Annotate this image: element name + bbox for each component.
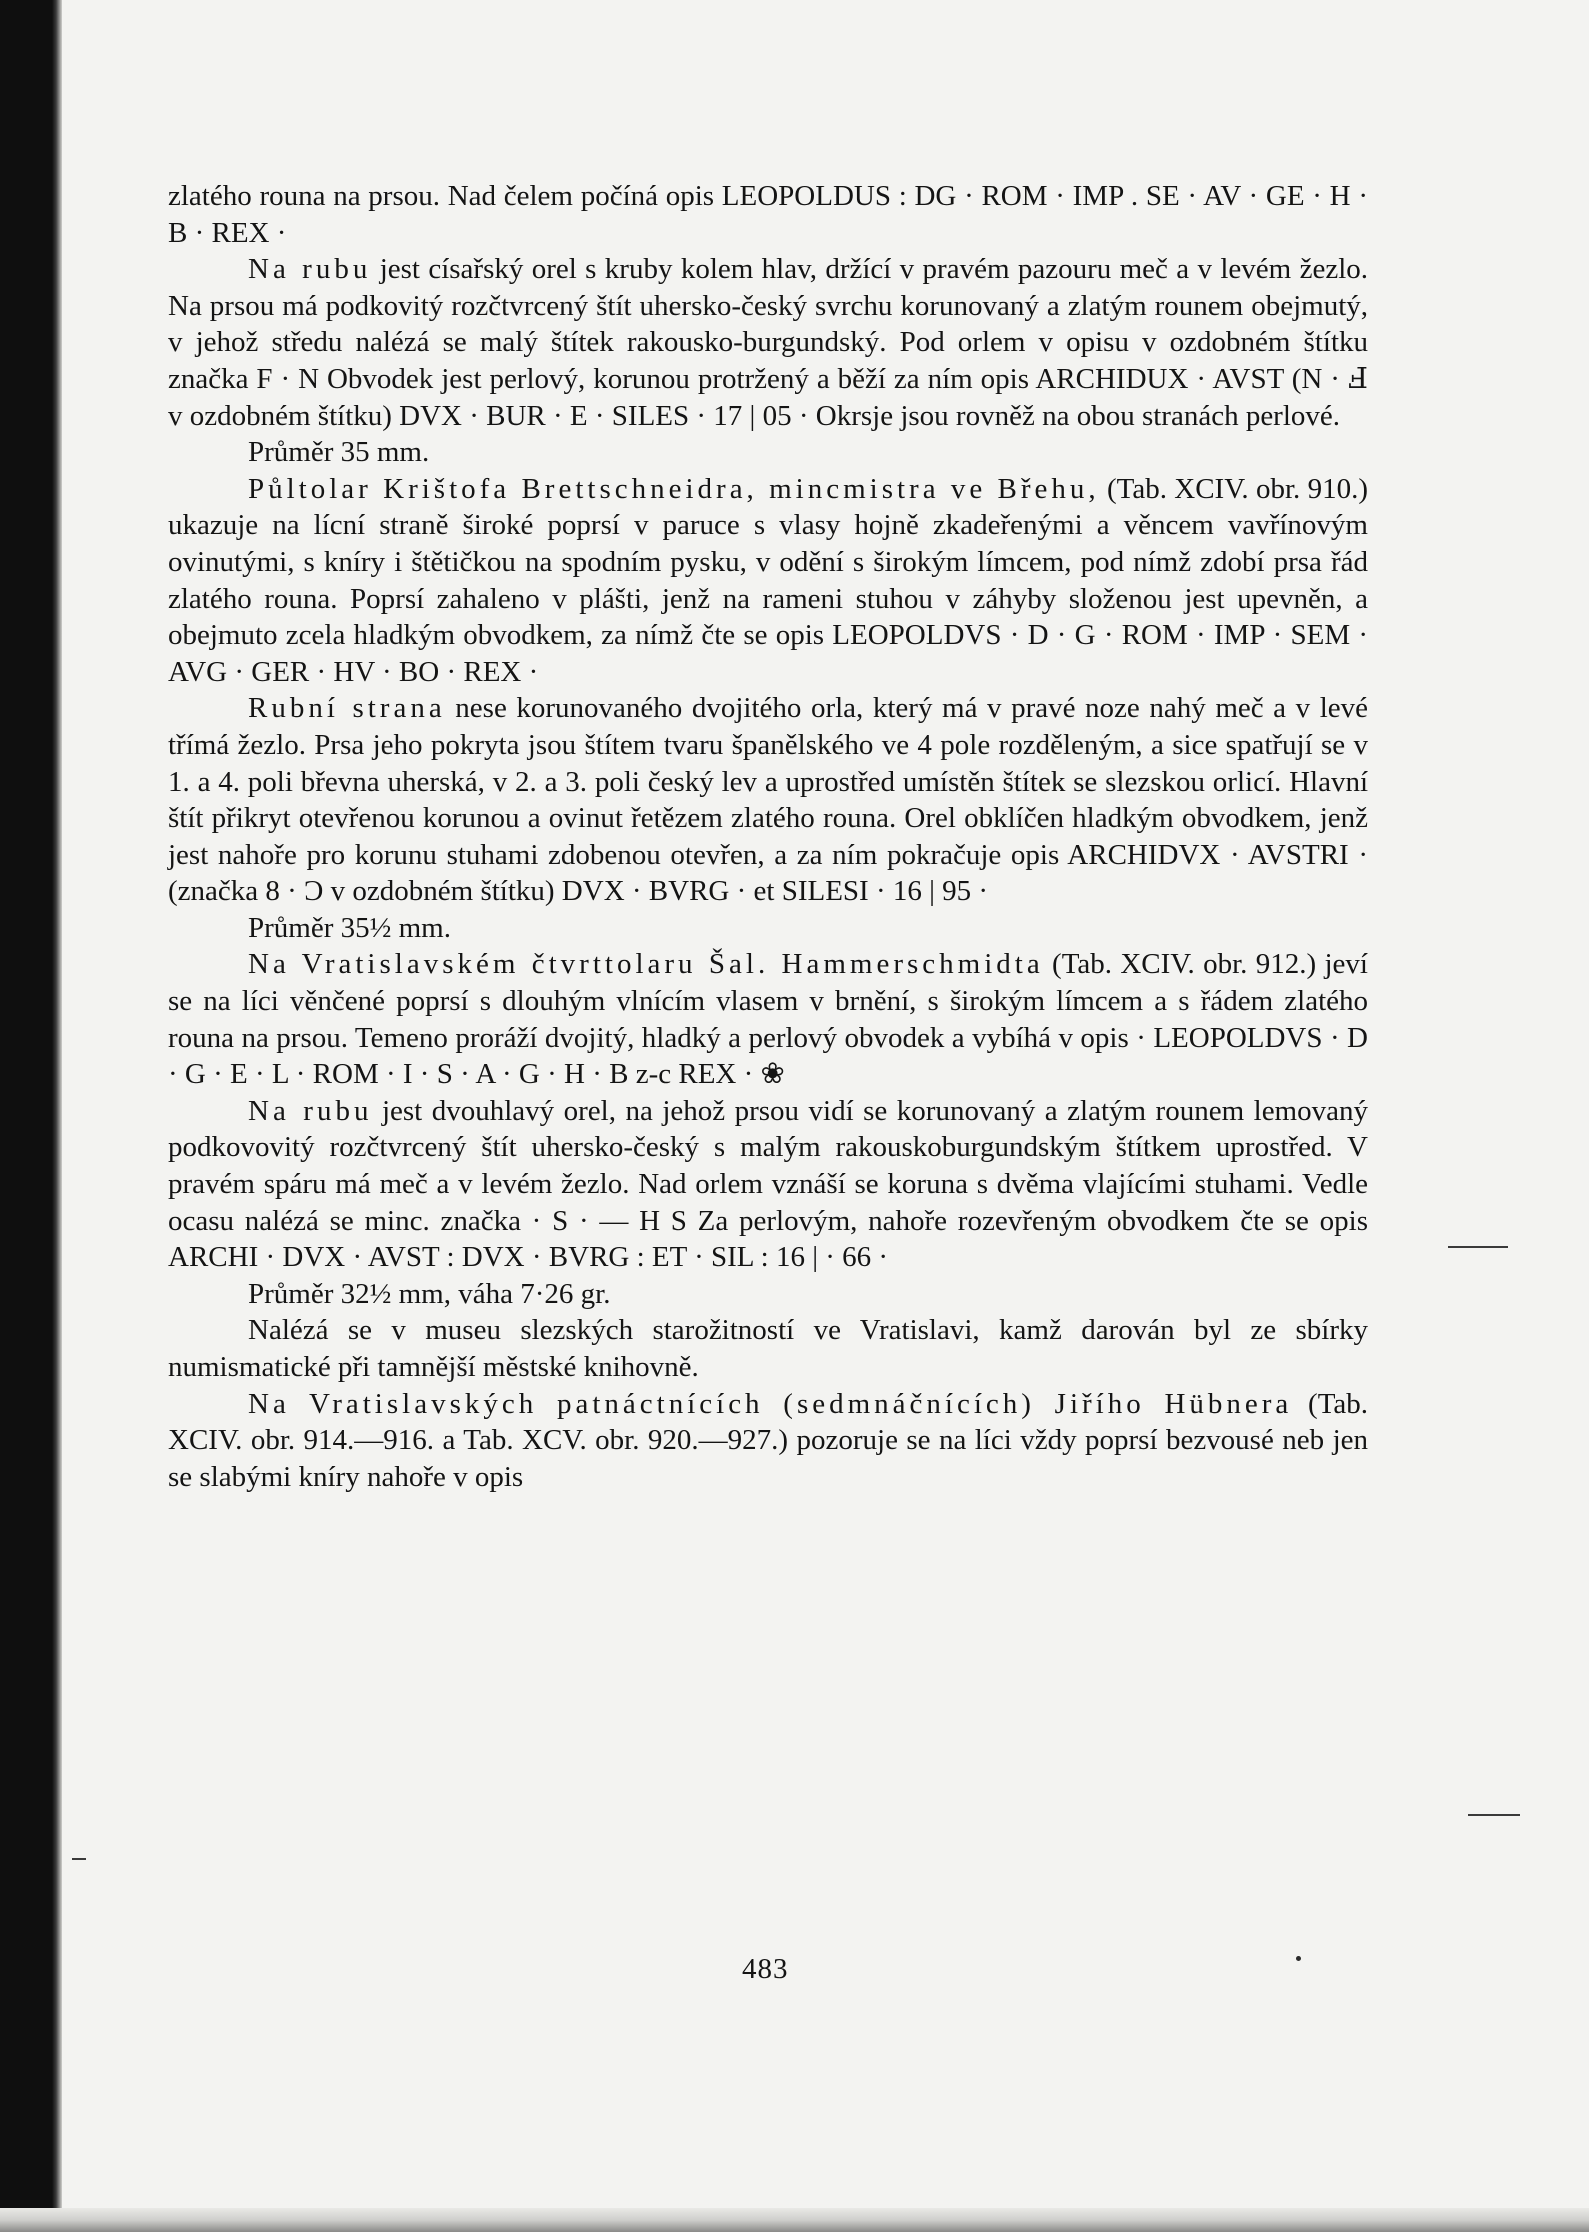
paragraph-lead: Půltolar Krištofa Brettschneidra, mincmistra ve Břehu, — [248, 472, 1100, 505]
paragraph-1: zlatého rouna na prsou. Nad čelem počíná opis LEOPOLDUS : DG · ROM · IMP . SE · AV · GE · H · B · REX · — [168, 180, 1368, 249]
body-text — [168, 178, 1368, 1495]
paragraph-8: Na rubu jest dvouhlavý orel, na jehož prsou vidí se korunovaný a zlatým rounem lemovaný podkovovitý rozčtvrcený štít uhersko-český s malým rakouskoburgundským štítkem uprostřed. V pravém spáru má meč a v levém žezlo. Nad orlem vznáší se koruna s dvěma vlajícími stuhami. Vedle ocasu nalézá se minc. značka · S · — H S Za perlovým, nahoře rozevřeným obvodkem čte se opis ARCHI · DVX · AVST : DVX · BVRG : ET · SIL : 16 | · 66 · — [168, 1094, 1368, 1274]
paragraph-lead: Na Vratislavských patnáctnících (sedmnáčnících) Jiřího Hübnera — [248, 1387, 1293, 1420]
paragraph-lead: Na Vratislavském čtvrttolaru Šal. Hammerschmidta — [248, 948, 1044, 981]
speck-mark — [1296, 1956, 1301, 1961]
margin-mark-2 — [1468, 1814, 1520, 1816]
paragraph-2: Na rubu jest císařský orel s kruby kolem hlav, držící v pravém pazouru meč a v levém žezlo. Na prsou má podkovitý rozčtvrcený štít uhersko-český svrchu korunovaný a zlatým rounem obejmutý, v jehož středu nalézá se malý štítek rakousko-burgundský. Pod orlem v opisu v ozdobném štítku značka F · N Obvodek jest perlový, korunou protržený a běží za ním opis ARCHIDUX · AVST (N · Ⅎ v ozdobném štítku) DVX · BUR · E · SILES · 17 | 05 · Okrsje jsou rovněž na obou stranách perlové. — [168, 253, 1368, 432]
paragraph-3: Průměr 35 mm. — [248, 436, 430, 469]
paragraph-10: Nalézá se v museu slezských starožitností ve Vratislavi, kamž darován byl ze sbírky numismatické při tamnější městské knihovně. — [168, 1314, 1368, 1383]
scan-binding-edge — [0, 0, 62, 2232]
paragraph-9: Průměr 32½ mm, váha 7·26 gr. — [248, 1277, 611, 1310]
page-number: 483 — [742, 1953, 789, 1985]
paragraph-4: Půltolar Krištofa Brettschneidra, mincmistra ve Břehu, (Tab. XCIV. obr. 910.) ukazuje na lícní straně široké poprsí v paruce s vlasy hojně zkadeřenými a věncem vavřínovým ovinutými, s kníry i štětičkou na spodním pysku, v odění s širokým límcem, pod nímž zdobí prsa řád zlatého rouna. Poprsí zahaleno v plášti, jenž na rameni stuhou v záhyby složenou jest upevněn, a obejmuto zcela hladkým obvodkem, za nímž čte se opis LEOPOLDVS · D · G · ROM · IMP · SEM · AVG · GER · HV · BO · REX · — [168, 472, 1368, 688]
margin-mark-1 — [1448, 1246, 1508, 1248]
paragraph-6: Průměr 35½ mm. — [248, 911, 451, 944]
paragraph-11: Na Vratislavských patnáctnících (sedmnáčnících) Jiřího Hübnera (Tab. XCIV. obr. 914.—916. a Tab. XCV. obr. 920.—927.) pozoruje se na líci vždy poprsí bezvousé neb jen se slabými kníry nahoře v opis — [168, 1387, 1368, 1493]
paragraph-7: Na Vratislavském čtvrttolaru Šal. Hammerschmidta (Tab. XCIV. obr. 912.) jeví se na líci věnčené poprsí s dlouhým vlnícím vlasem v brnění, s širokým límcem a s řádem zlatého rouna na prsou. Temeno proráží dvojitý, hladký a perlový obvodek a vybíhá v opis · LEOPOLDVS · D · G · E · L · ROM · I · S · A · G · H · B z-c REX · ❀ — [168, 948, 1368, 1091]
scan-bottom-edge — [0, 2208, 1589, 2232]
paragraph-5: Rubní strana nese korunovaného dvojitého orla, který má v pravé noze nahý meč a v levé třímá žezlo. Prsa jeho pokryta jsou štítem tvaru španělského ve 4 pole rozděleným, a sice spatřují se v 1. a 4. poli břevna uherská, v 2. a 3. poli český lev a uprostřed umístěn štítek se slezskou orlicí. Hlavní štít přikryt otevřenou korunou a ovinut řetězem zlatého rouna. Orel obklíčen hladkým obvodkem, jenž jest nahoře pro korunu stuhami zdobenou otevřen, a za ním pokračuje opis ARCHIDVX · AVSTRI · (značka 8 · Ɔ v ozdobném štítku) DVX · BVRG · et SILESI · 16 | 95 · — [168, 692, 1368, 908]
paragraph-lead: Na rubu — [248, 253, 372, 286]
margin-mark-3 — [72, 1858, 86, 1860]
paragraph-lead: Rubní strana — [248, 692, 446, 725]
paragraph-lead: Na rubu — [248, 1094, 373, 1127]
